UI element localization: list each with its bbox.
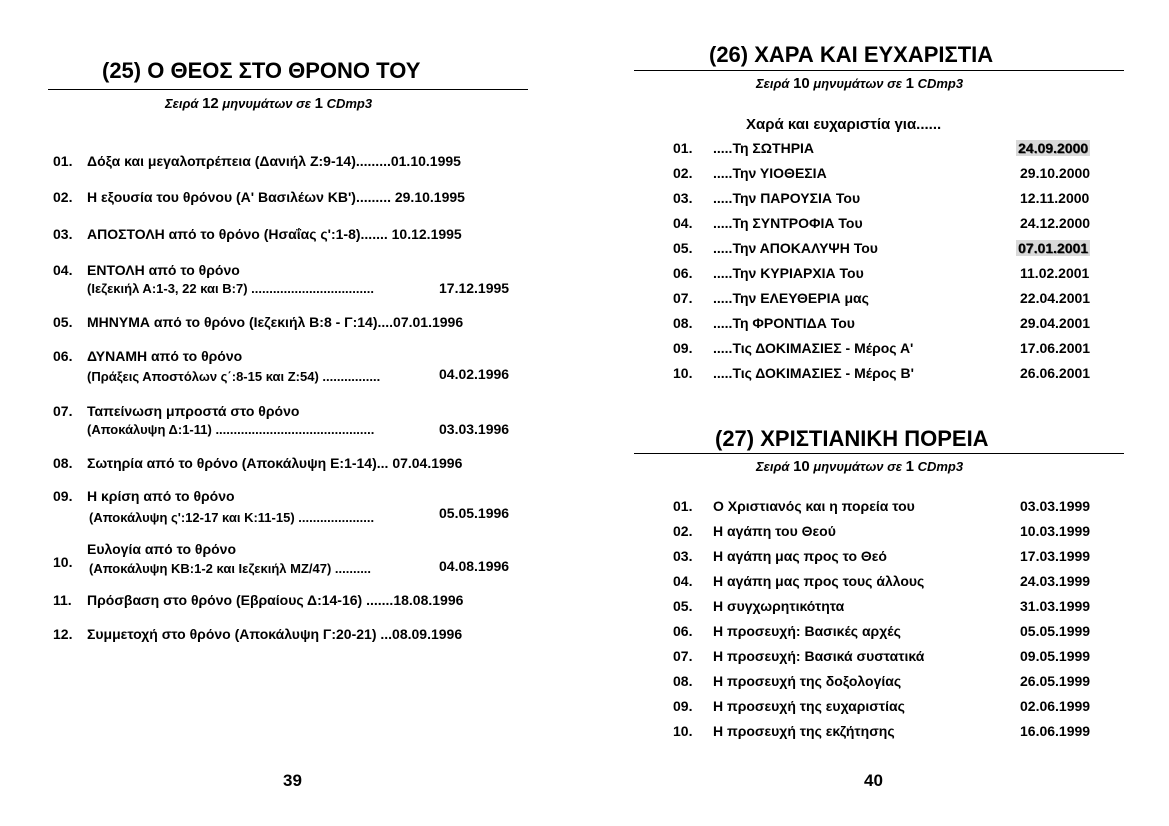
section-25-subtitle [165,95,372,112]
subtitle-prefix: Σειρά [756,76,794,91]
subtitle-count: 10 [793,75,810,92]
item-number: 10. [673,723,693,739]
item-number: 02. [673,165,693,181]
item-date: 04.02.1996 [439,366,510,382]
item-title: Η προσευχή: Βασικές αρχές [713,623,901,639]
item-date: 05.05.1996 [439,505,510,521]
item-title: Συμμετοχή στο θρόνο (Αποκάλυψη Γ:20-21) ...08.09.1996 [87,626,463,642]
page-number-right: 40 [864,771,883,790]
item-title: Πρόσβαση στο θρόνο (Εβραίους Δ:14-16) .......18.08.1996 [87,592,464,608]
section-27-subtitle [756,458,963,475]
subtitle-disc-count: 1 [905,458,914,475]
item-title: .....Τη ΦΡΟΝΤΙΔΑ Του [713,315,855,331]
item-number: 08. [673,673,693,689]
section-26-subtitle [756,75,963,92]
section-26-title: (26) ΧΑΡΑ ΚΑΙ ΕΥΧΑΡΙΣΤΙΑ [709,42,994,67]
item-title: Η προσευχή: Βασικά συστατικά [713,648,925,664]
item-title: Ο Χριστιανός και η πορεία του [713,498,915,514]
item-number: 01. [53,153,73,169]
item-reference: (Ιεζεκιήλ Α:1-3, 22 και Β:7) .................................. [87,281,374,296]
item-number: 04. [673,573,693,589]
subtitle-prefix: Σειρά [165,96,203,111]
item-number: 10. [53,554,73,570]
item-reference: (Αποκάλυψη ς':12-17 και Κ:11-15) ..................... [89,510,375,525]
item-number: 11. [53,592,72,608]
item-date: 31.03.1999 [1020,598,1091,614]
item-date: 12.11.2000 [1020,190,1090,206]
section-27-title: (27) ΧΡΙΣΤΙΑΝΙΚΗ ΠΟΡΕΙΑ [715,426,989,451]
item-number: 07. [673,290,693,306]
section-27-rule [634,453,1124,454]
subtitle-suffix: CDmp3 [913,76,964,91]
item-reference: (Αποκάλυψη Δ:1-11) ............................................ [87,422,375,437]
item-number: 07. [673,648,693,664]
item-number: 08. [53,455,73,471]
item-number: 04. [53,262,73,278]
item-date: 17.03.1999 [1020,548,1091,564]
item-date: 24.03.1999 [1020,573,1091,589]
subtitle-disc-count: 1 [314,95,323,112]
item-number: 03. [673,190,693,206]
item-title: .....Τις ΔΟΚΙΜΑΣΙΕΣ - Μέρος Α' [713,340,914,356]
item-title: Σωτηρία από το θρόνο (Αποκάλυψη Ε:1-14)... 07.04.1996 [87,455,463,471]
item-title: Η αγάπη μας προς το Θεό [713,548,887,564]
item-number: 05. [53,314,73,330]
subtitle-count: 10 [793,458,810,475]
item-date: 29.10.2000 [1020,165,1091,181]
item-reference: (Αποκάλυψη ΚΒ:1-2 και Ιεζεκιήλ ΜΖ/47) .......... [89,561,372,576]
item-title: Ευλογία από το θρόνο [87,541,237,557]
item-number: 09. [53,488,73,504]
item-number: 06. [673,265,693,281]
item-date: 11.02.2001 [1020,265,1090,281]
item-title: .....Τη ΣΩΤΗΡΙΑ [713,140,815,156]
item-number: 09. [673,698,693,714]
item-title: Η συγχωρητικότητα [713,598,845,614]
item-number: 03. [673,548,693,564]
item-date: 17.12.1995 [439,280,510,296]
item-title: .....Την ΑΠΟΚΑΛΥΨΗ Του [713,240,878,256]
item-number: 10. [673,365,693,381]
item-number: 04. [673,215,693,231]
subtitle-prefix: Σειρά [756,459,794,474]
item-date: 04.08.1996 [439,558,510,574]
item-date: 24.12.2000 [1020,215,1091,231]
subtitle-disc-count: 1 [905,75,914,92]
page-number-left: 39 [283,771,302,790]
item-number: 07. [53,403,73,419]
item-title: .....Τις ΔΟΚΙΜΑΣΙΕΣ - Μέρος Β' [713,365,914,381]
subtitle-suffix: CDmp3 [913,459,964,474]
item-number: 02. [673,523,693,539]
item-date: 02.06.1999 [1020,698,1091,714]
subtitle-middle: μηνυμάτων σε [809,459,906,474]
item-date: 07.01.2001 [1018,240,1089,256]
item-date: 26.06.2001 [1020,365,1091,381]
item-title: Η εξουσία του θρόνου (Α' Βασιλέων ΚΒ')......... 29.10.1995 [87,189,465,205]
subtitle-middle: μηνυμάτων σε [218,96,315,111]
item-title: Η προσευχή της εκζήτησης [713,723,895,739]
item-title: Δόξα και μεγαλοπρέπεια (Δανιήλ Ζ:9-14).........01.10.1995 [87,153,461,169]
item-number: 05. [673,598,693,614]
item-date: 16.06.1999 [1020,723,1091,739]
item-title: Η αγάπη του Θεού [713,523,836,539]
item-date: 03.03.1996 [439,421,510,437]
item-number: 06. [53,348,73,364]
item-number: 05. [673,240,693,256]
item-date: 22.04.2001 [1020,290,1091,306]
item-date: 03.03.1999 [1020,498,1091,514]
item-title: .....Την ΚΥΡΙΑΡΧΙΑ Του [713,265,864,281]
subtitle-middle: μηνυμάτων σε [809,76,906,91]
item-title: ΜΗΝΥΜΑ από το θρόνο (Ιεζεκιήλ Β:8 - Γ:14)....07.01.1996 [87,314,464,330]
item-title: Ταπείνωση μπροστά στο θρόνο [87,403,300,419]
item-date: 17.06.2001 [1020,340,1091,356]
item-title: ΑΠΟΣΤΟΛΗ από το θρόνο (Ησαΐας ς':1-8)....... 10.12.1995 [87,226,462,242]
section-25-title: (25) Ο ΘΕΟΣ ΣΤΟ ΘΡΟΝΟ ΤΟΥ [102,58,421,83]
item-number: 12. [53,626,73,642]
item-reference: (Πράξεις Αποστόλων ς΄:8-15 και Ζ:54) ................ [87,369,381,384]
item-title: ΕΝΤΟΛΗ από το θρόνο [87,262,240,278]
section-26-rule [634,70,1124,71]
item-number: 02. [53,189,73,205]
item-title: Η προσευχή της δοξολογίας [713,673,902,689]
item-number: 01. [673,140,693,156]
section-26-intro: Χαρά και ευχαριστία για...... [746,116,942,133]
item-title: .....Την ΕΛΕΥΘΕΡΙΑ μας [713,290,869,306]
subtitle-count: 12 [202,95,219,112]
item-date: 10.03.1999 [1020,523,1091,539]
item-date: 24.09.2000 [1018,140,1089,156]
item-title: Η κρίση από το θρόνο [87,488,235,504]
item-date: 29.04.2001 [1020,315,1091,331]
item-number: 06. [673,623,693,639]
section-25-rule [48,89,528,90]
item-date: 09.05.1999 [1020,648,1091,664]
item-title: Η αγάπη μας προς τους άλλους [713,573,925,589]
item-title: .....Την ΥΙΟΘΕΣΙΑ [713,165,827,181]
item-title: .....Την ΠΑΡΟΥΣΙΑ Του [713,190,861,206]
item-date: 05.05.1999 [1020,623,1091,639]
item-title: .....Τη ΣΥΝΤΡΟΦΙΑ Του [713,215,863,231]
item-title: Η προσευχή της ευχαριστίας [713,698,905,714]
item-number: 01. [673,498,693,514]
subtitle-suffix: CDmp3 [322,96,373,111]
item-date: 26.05.1999 [1020,673,1091,689]
item-title: ΔΥΝΑΜΗ από το θρόνο [87,348,243,364]
item-number: 08. [673,315,693,331]
item-number: 09. [673,340,693,356]
item-number: 03. [53,226,73,242]
